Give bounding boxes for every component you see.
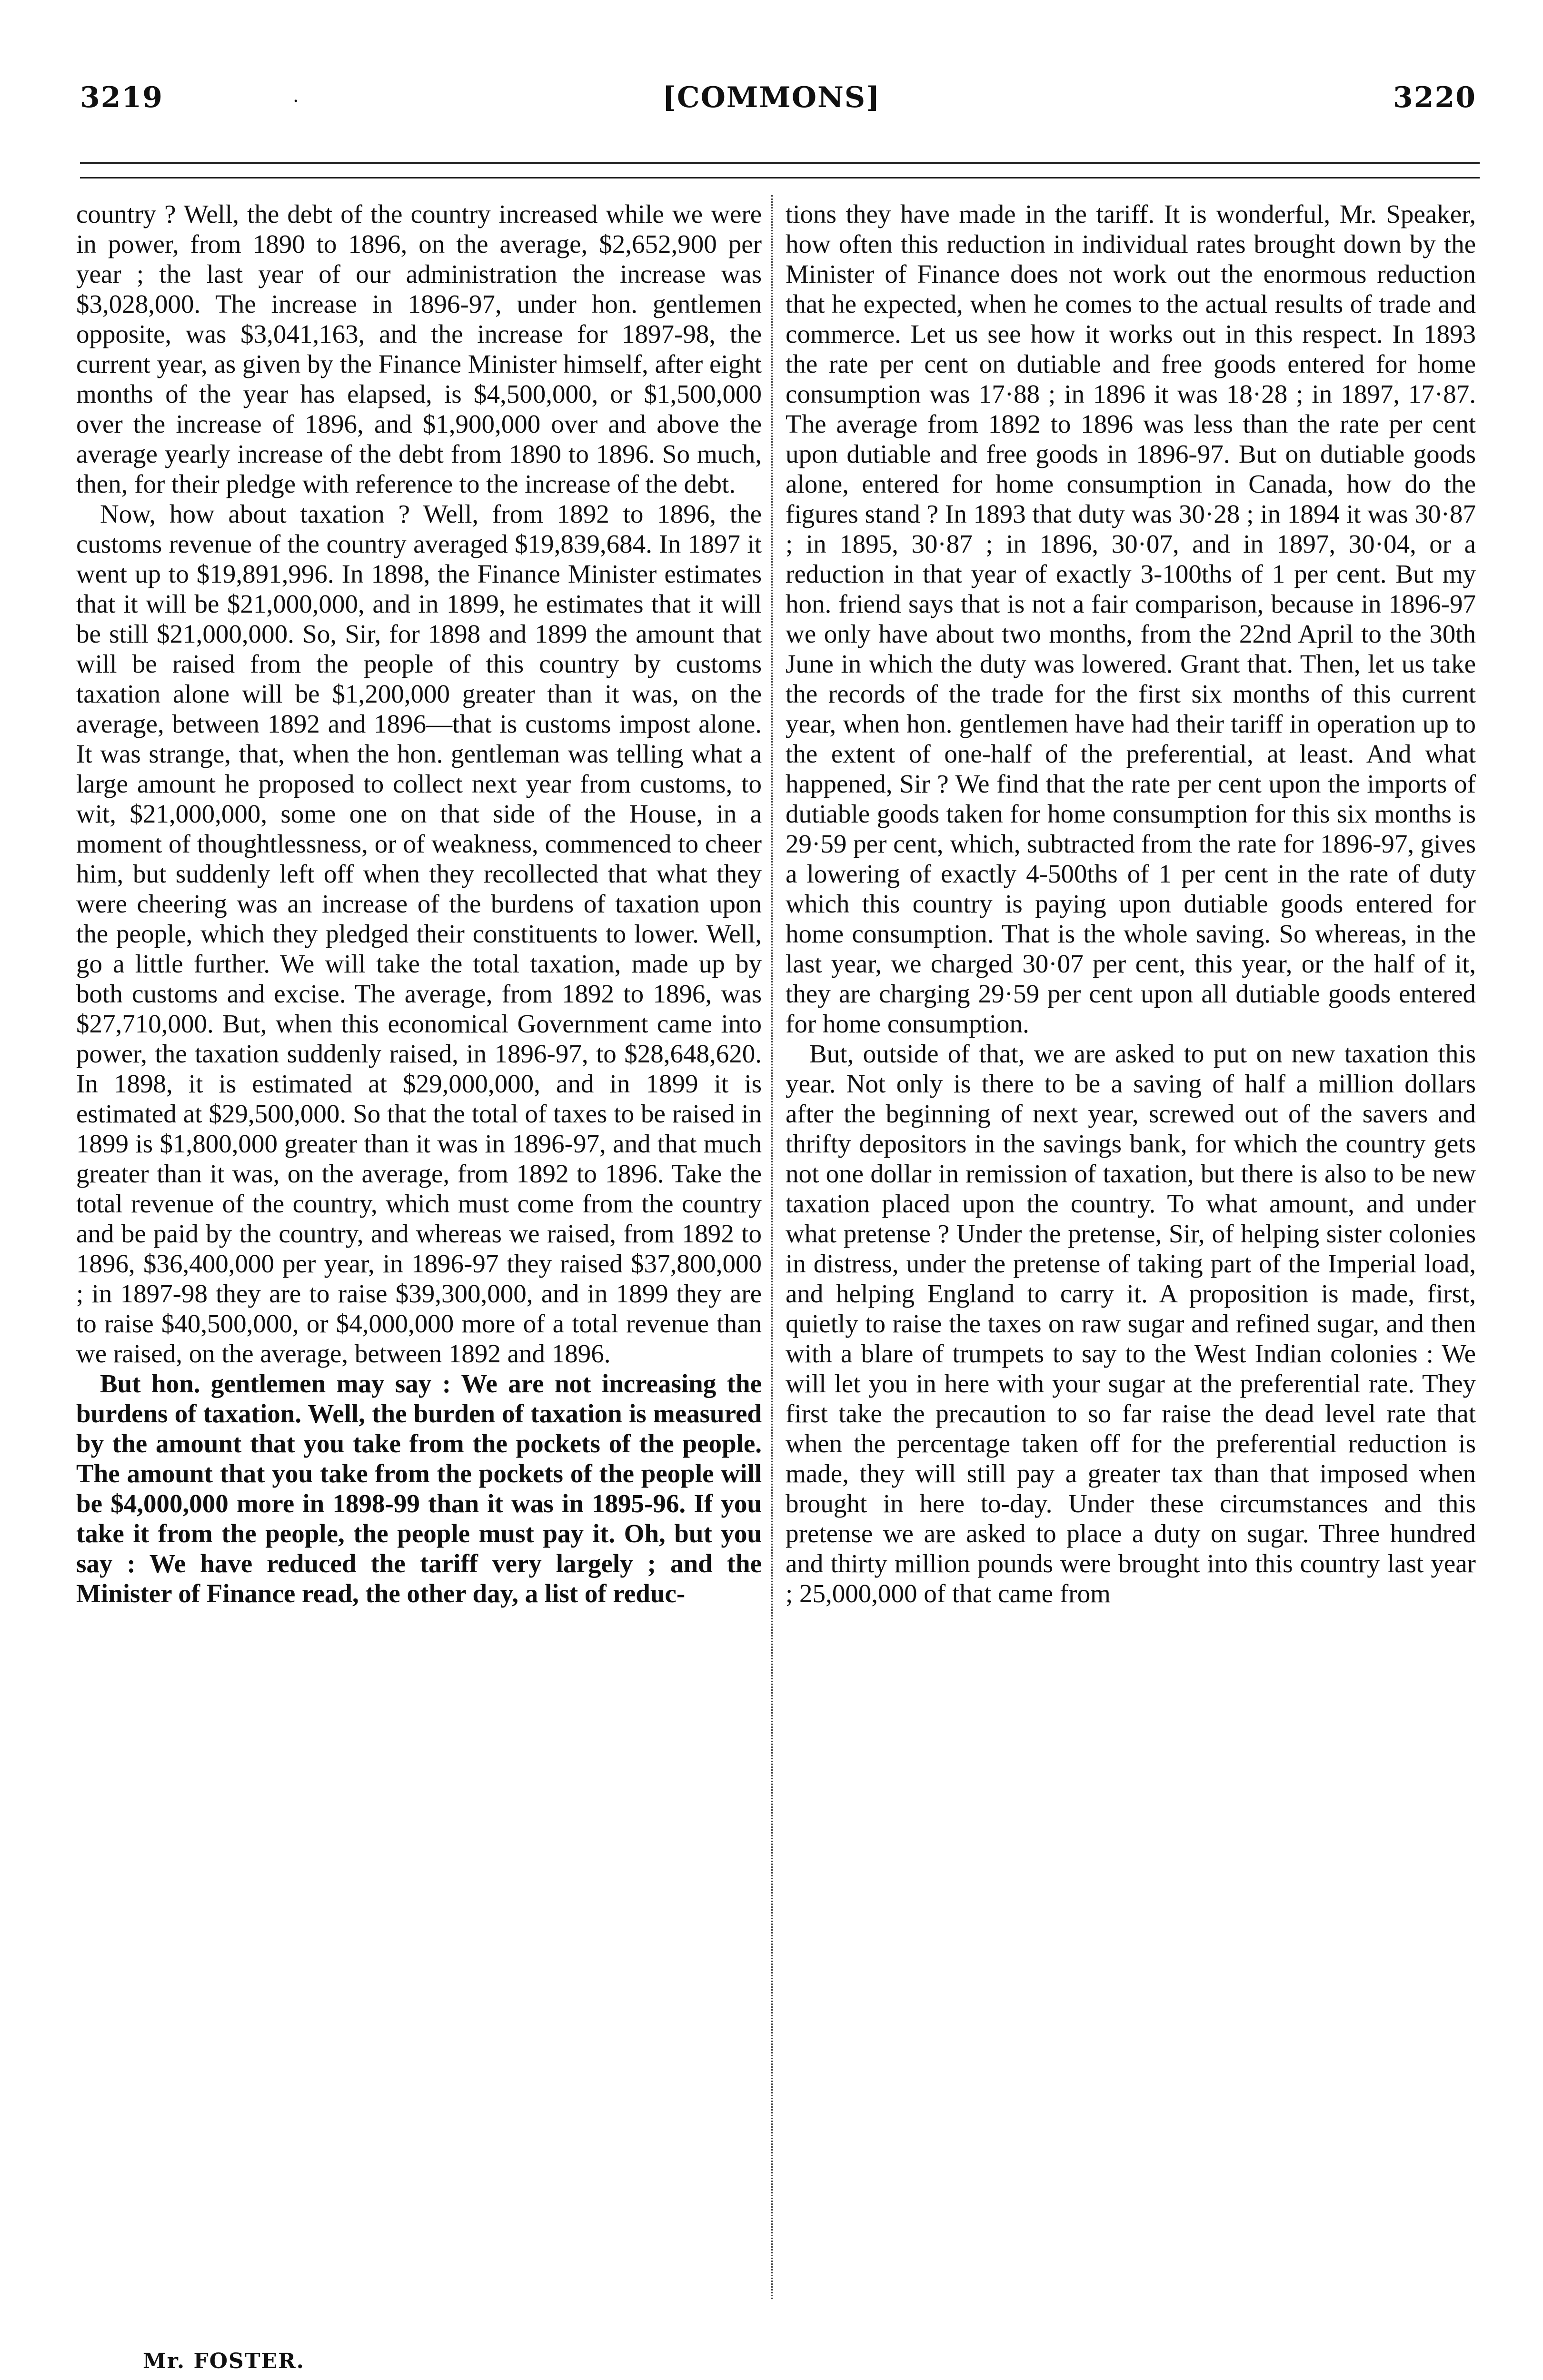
header-separator-dot: · — [293, 90, 299, 112]
right-column — [786, 199, 1476, 1608]
left-column — [76, 199, 762, 1608]
left-paragraph-2: Now, how about taxation ? Well, from 1892 to 1896, the customs revenue of the country averaged $19,839,684. In 1897 it went up to $19,891,996. In 1898, the Finance Minister estimates that it will be $21,000,000, and in 1899, he estimates that it will be still $21,000,000. So, Sir, for 1898 and 1899 the amount that will be raised from the people of this country by customs taxation alone will be $1,200,000 greater than it was, on the average, between 1892 and 1896—that is customs impost alone. It was strange, that, when the hon. gentleman was telling what a large amount he proposed to collect next year from customs, to wit, $21,000,000, some one on that side of the House, in a moment of thoughtlessness, or of weakness, commenced to cheer him, but suddenly left off when they recollected that what they were cheering was an increase of the burdens of taxation upon the people, which they pledged their constituents to lower. Well, go a little further. We will take the total taxation, made up by both customs and excise. The average, from 1892 to 1896, was $27,710,000. But, when this economical Government came into power, the taxation suddenly raised, in 1896-97, to $28,648,620. In 1898, it is estimated at $29,000,000, and in 1899 it is estimated at $29,500,000. So that the total of taxes to be raised in 1899 is $1,800,000 greater than it was in 1896-97, and that much greater than it was, on the average, from 1892 to 1896. Take the total revenue of the country, which must come from the country and be paid by the country, and whereas we raised, from 1892 to 1896, $36,400,000 per year, in 1896-97 they raised $37,800,000 ; in 1897-98 they are to raise $39,300,000, and in 1899 they are to raise $40,500,000, or $4,000,000 more of a total revenue than we raised, on the average, between 1892 and 1896. — [76, 499, 762, 1368]
left-paragraph-1: country ? Well, the debt of the country increased while we were in power, from 1890 to 1896, on the average, $2,652,900 per year ; the last year of our administration the increase was $3,028,000. The increase in 1896-97, under hon. gentlemen opposite, was $3,041,163, and the increase for 1897-98, the current year, as given by the Finance Minister himself, after eight months of the year has elapsed, is $4,500,000, or $1,500,000 over the increase of 1896, and $1,900,000 over and above the average yearly increase of the debt from 1890 to 1896. So much, then, for their pledge with reference to the increase of the debt. — [76, 199, 762, 498]
header-rule-thin — [80, 177, 1480, 178]
right-paragraph-1: tions they have made in the tariff. It is wonderful, Mr. Speaker, how often this reduction in individual rates brought down by the Minister of Finance does not work out the enormous reduction that he expected, when he comes to the actual results of trade and commerce. Let us see how it works out in this respect. In 1893 the rate per cent on dutiable and free goods entered for home consumption was 17·88 ; in 1896 it was 18·28 ; in 1897, 17·87. The average from 1892 to 1896 was less than the rate per cent upon dutiable and free goods in 1896-97. But on dutiable goods alone, entered for home consumption in Canada, how do the figures stand ? In 1893 that duty was 30·28 ; in 1894 it was 30·87 ; in 1895, 30·87 ; in 1896, 30·07, and in 1897, 30·04, or a reduction in that year of exactly 3-100ths of 1 per cent. But my hon. friend says that is not a fair comparison, because in 1896-97 we only have about two months, from the 22nd April to the 30th June in which the duty was lowered. Grant that. Then, let us take the records of the trade for the first six months of this current year, when hon. gentlemen have had their tariff in operation up to the extent of one-half of the preferential, at least. And what happened, Sir ? We find that the rate per cent upon the imports of dutiable goods taken for home consumption for this six months is 29·59 per cent, which, subtracted from the rate for 1896-97, gives a lowering of exactly 4-500ths of 1 per cent in the rate of duty which this country is paying upon dutiable goods entered for home consumption. That is the whole saving. So whereas, in the last year, we charged 30·07 per cent, this year, or the half of it, they are charging 29·59 per cent upon all dutiable goods entered for home consumption. — [786, 199, 1476, 1038]
page-number-left: 3219 — [80, 81, 163, 114]
column-divider — [771, 195, 773, 2299]
speaker-footer: Mr. FOSTER. — [143, 2349, 305, 2373]
right-paragraph-2: But, outside of that, we are asked to put on new taxation this year. Not only is there to be a saving of half a million dollars after the beginning of next year, screwed out of the savers and thrifty depositors in the savings bank, for which the country gets not one dollar in remission of taxation, but there is also to be new taxation placed upon the country. To what amount, and under what pretense ? Under the pretense, Sir, of helping sister colonies in distress, under the pretense of taking part of the Imperial load, and helping England to carry it. A proposition is made, first, quietly to raise the taxes on raw sugar and refined sugar, and then with a blare of trumpets to say to the West Indian colonies : We will let you in here with your sugar at the preferential rate. They first take the precaution to so far raise the dead level rate that when the percentage taken off for the preferential reduction is made, they will still pay a greater tax than that imposed when brought in here to-day. Under these circumstances and this pretense we are asked to place a duty on sugar. Three hundred and thirty million pounds were brought into this country last year ; 25,000,000 of that came from — [786, 1039, 1476, 1608]
page-header-title: [COMMONS] — [662, 81, 881, 114]
header-rule-thick — [80, 162, 1480, 164]
page-number-right: 3220 — [1393, 81, 1476, 114]
left-paragraph-3: But hon. gentlemen may say : We are not increasing the burdens of taxation. Well, the burden of taxation is measured by the amount that you take from the pockets of the people. The amount that you take from the pockets of the people will be $4,000,000 more in 1898-99 than it was in 1895-96. If you take it from the people, the people must pay it. Oh, but you say : We have reduced the tariff very largely ; and the Minister of Finance read, the other day, a list of reduc- — [76, 1369, 762, 1608]
